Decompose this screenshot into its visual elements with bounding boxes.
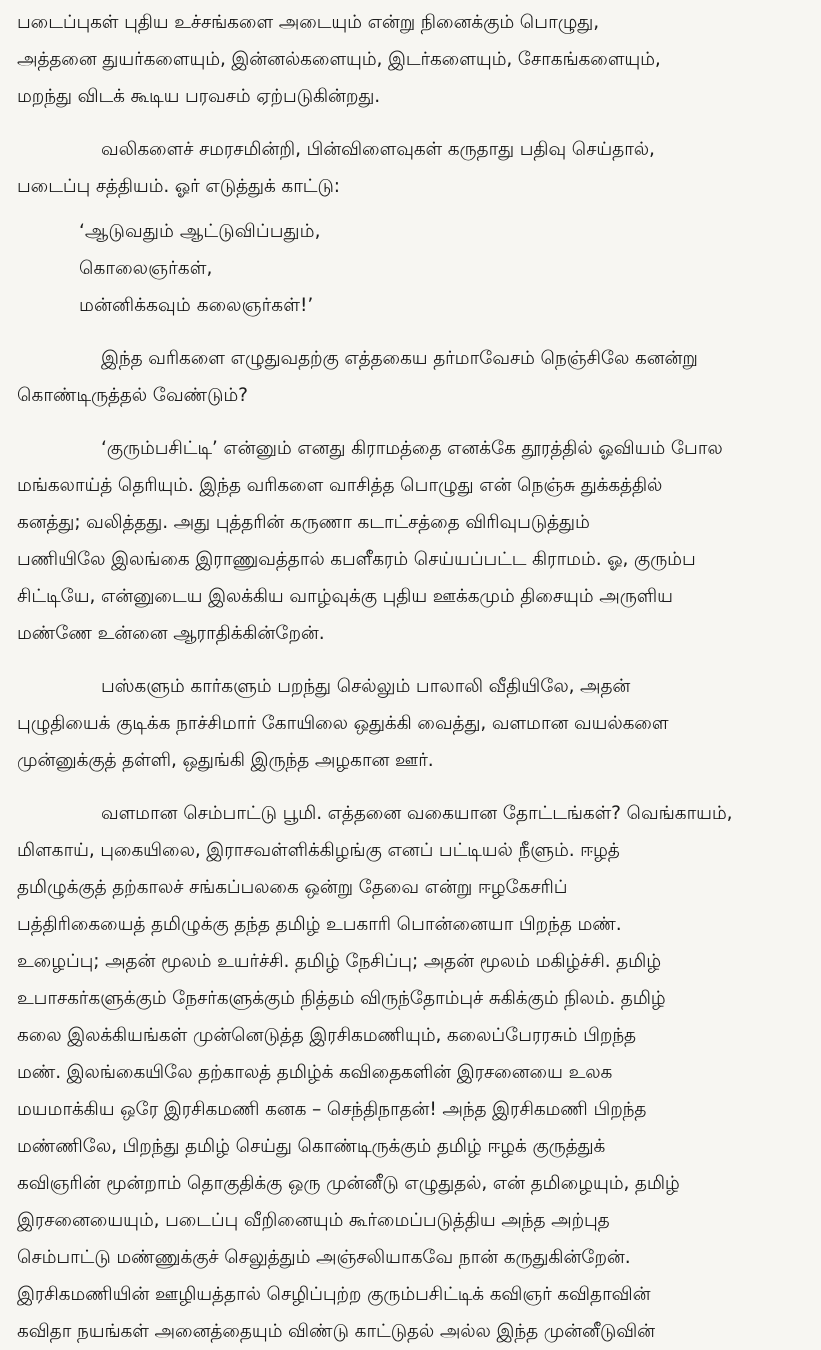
text-line: மண்ணிலே, பிறந்து தமிழ் செய்து கொண்டிருக்கும் தமிழ் ஈழக் குருத்துக்	[17, 1136, 606, 1157]
text-line: கனத்து; வலித்தது. அது புத்தரின் கருணா கடாட்சத்தை விரிவுபடுத்தும்	[17, 512, 590, 533]
text-line: இரசனையையும், படைப்பு வீறினையும் கூர்மைப்படுத்திய அந்த அற்புத	[17, 1210, 610, 1231]
poem-line: மன்னிக்கவும் கலைஞர்கள்!’	[79, 295, 314, 316]
text-line: பணியிலே இலங்கை இராணுவத்தால் கபளீகரம் செய்யப்பட்ட கிராமம். ஓ, குரும்ப	[17, 549, 696, 570]
text-line: கவிஞரின் மூன்றாம் தொகுதிக்கு ஒரு முன்னீடு எழுதுதல், என் தமிழையும், தமிழ்	[17, 1173, 680, 1194]
poem-quote	[79, 213, 811, 324]
paragraph-4	[17, 430, 811, 652]
text-line: வலிகளைச் சமரசமின்றி, பின்விளைவுகள் கருதாது பதிவு செய்தால்,	[101, 139, 655, 160]
text-line: உழைப்பு; அதன் மூலம் உயர்ச்சி. தமிழ் நேசிப்பு; அதன் மூலம் மகிழ்ச்சி. தமிழ்	[17, 951, 661, 972]
text-line: கொண்டிருத்தல் வேண்டும்?	[17, 385, 248, 406]
text-line: ‘குரும்பசிட்டி’ என்னும் எனது கிராமத்தை எனக்கே தூரத்தில் ஓவியம் போல	[101, 438, 723, 459]
text-line: மறந்து விடக் கூடிய பரவசம் ஏற்படுகின்றது.	[17, 86, 380, 107]
text-line: மங்கலாய்த் தெரியும். இந்த வரிகளை வாசித்த பொழுது என் நெஞ்சு துக்கத்தில்	[17, 475, 663, 496]
text-line: மண். இலங்கையிலே தற்காலத் தமிழ்க் கவிதைகளின் இரசனையை உலக	[17, 1062, 613, 1083]
text-line: தமிழுக்குத் தற்காலச் சங்கப்பலகை ஒன்று தேவை என்று ஈழகேசரிப்	[17, 877, 568, 898]
text-line: பஸ்களும் கார்களும் பறந்து செல்லும் பாலாலி வீதியிலே, அதன்	[101, 676, 631, 697]
text-line: படைப்புகள் புதிய உச்சங்களை அடையும் என்று நினைக்கும் பொழுது,	[17, 12, 599, 33]
text-line: மண்ணே உன்னை ஆராதிக்கின்றேன்.	[17, 623, 325, 644]
text-line: இரசிகமணியின் ஊழியத்தால் செழிப்புற்ற குரும்பசிட்டிக் கவிஞர் கவிதாவின்	[17, 1284, 651, 1305]
text-line: சிட்டியே, என்னுடைய இலக்கிய வாழ்வுக்கு புதிய ஊக்கமும் திசையும் அருளிய	[17, 586, 673, 607]
paragraph-2	[17, 131, 811, 205]
paragraph-3	[17, 340, 811, 414]
paragraph-5	[17, 668, 811, 779]
text-line: வளமான செம்பாட்டு பூமி. எத்தனை வகையான தோட்டங்கள்? வெங்காயம்,	[101, 803, 733, 824]
poem-line: ‘ஆடுவதும் ஆட்டுவிப்பதும்,	[79, 221, 321, 242]
text-line: படைப்பு சத்தியம். ஓர் எடுத்துக் காட்டு:	[17, 176, 340, 197]
text-line: புழுதியைக் குடிக்க நாச்சிமார் கோயிலை ஒதுக்கி வைத்து, வளமான வயல்களை	[17, 713, 669, 734]
text-line: பத்திரிகையைத் தமிழுக்கு தந்த தமிழ் உபகாரி பொன்னையா பிறந்த மண்.	[17, 914, 622, 935]
poem-line: கொலைஞர்கள்,	[79, 258, 213, 279]
paragraph-6	[17, 795, 811, 1350]
text-line: கலை இலக்கியங்கள் முன்னெடுத்த இரசிகமணியும், கலைப்பேரரசும் பிறந்த	[17, 1025, 636, 1046]
text-line: முன்னுக்குத் தள்ளி, ஒதுங்கி இருந்த அழகான ஊர்.	[17, 750, 434, 771]
paragraph-1	[17, 4, 811, 115]
text-line: கவிதா நயங்கள் அனைத்தையும் விண்டு காட்டுதல் அல்ல இந்த முன்னீடுவின்	[17, 1321, 655, 1342]
text-line: செம்பாட்டு மண்ணுக்குச் செலுத்தும் அஞ்சலியாகவே நான் கருதுகின்றேன்.	[17, 1247, 631, 1268]
text-line: மயமாக்கிய ஒரே இரசிகமணி கனக – செந்திநாதன்! அந்த இரசிகமணி பிறந்த	[17, 1099, 647, 1120]
text-line: அத்தனை துயர்களையும், இன்னல்களையும், இடர்களையும், சோகங்களையும்,	[17, 49, 661, 70]
text-line: உபாசகர்களுக்கும் நேசர்களுக்கும் நித்தம் விருந்தோம்புச் சுகிக்கும் நிலம். தமிழ்	[17, 988, 666, 1009]
text-line: இந்த வரிகளை எழுதுவதற்கு எத்தகைய தர்மாவேசம் நெஞ்சிலே கனன்று	[101, 348, 698, 369]
text-line: மிளகாய், புகையிலை, இராசவள்ளிக்கிழங்கு எனப் பட்டியல் நீளும். ஈழத்	[17, 840, 620, 861]
